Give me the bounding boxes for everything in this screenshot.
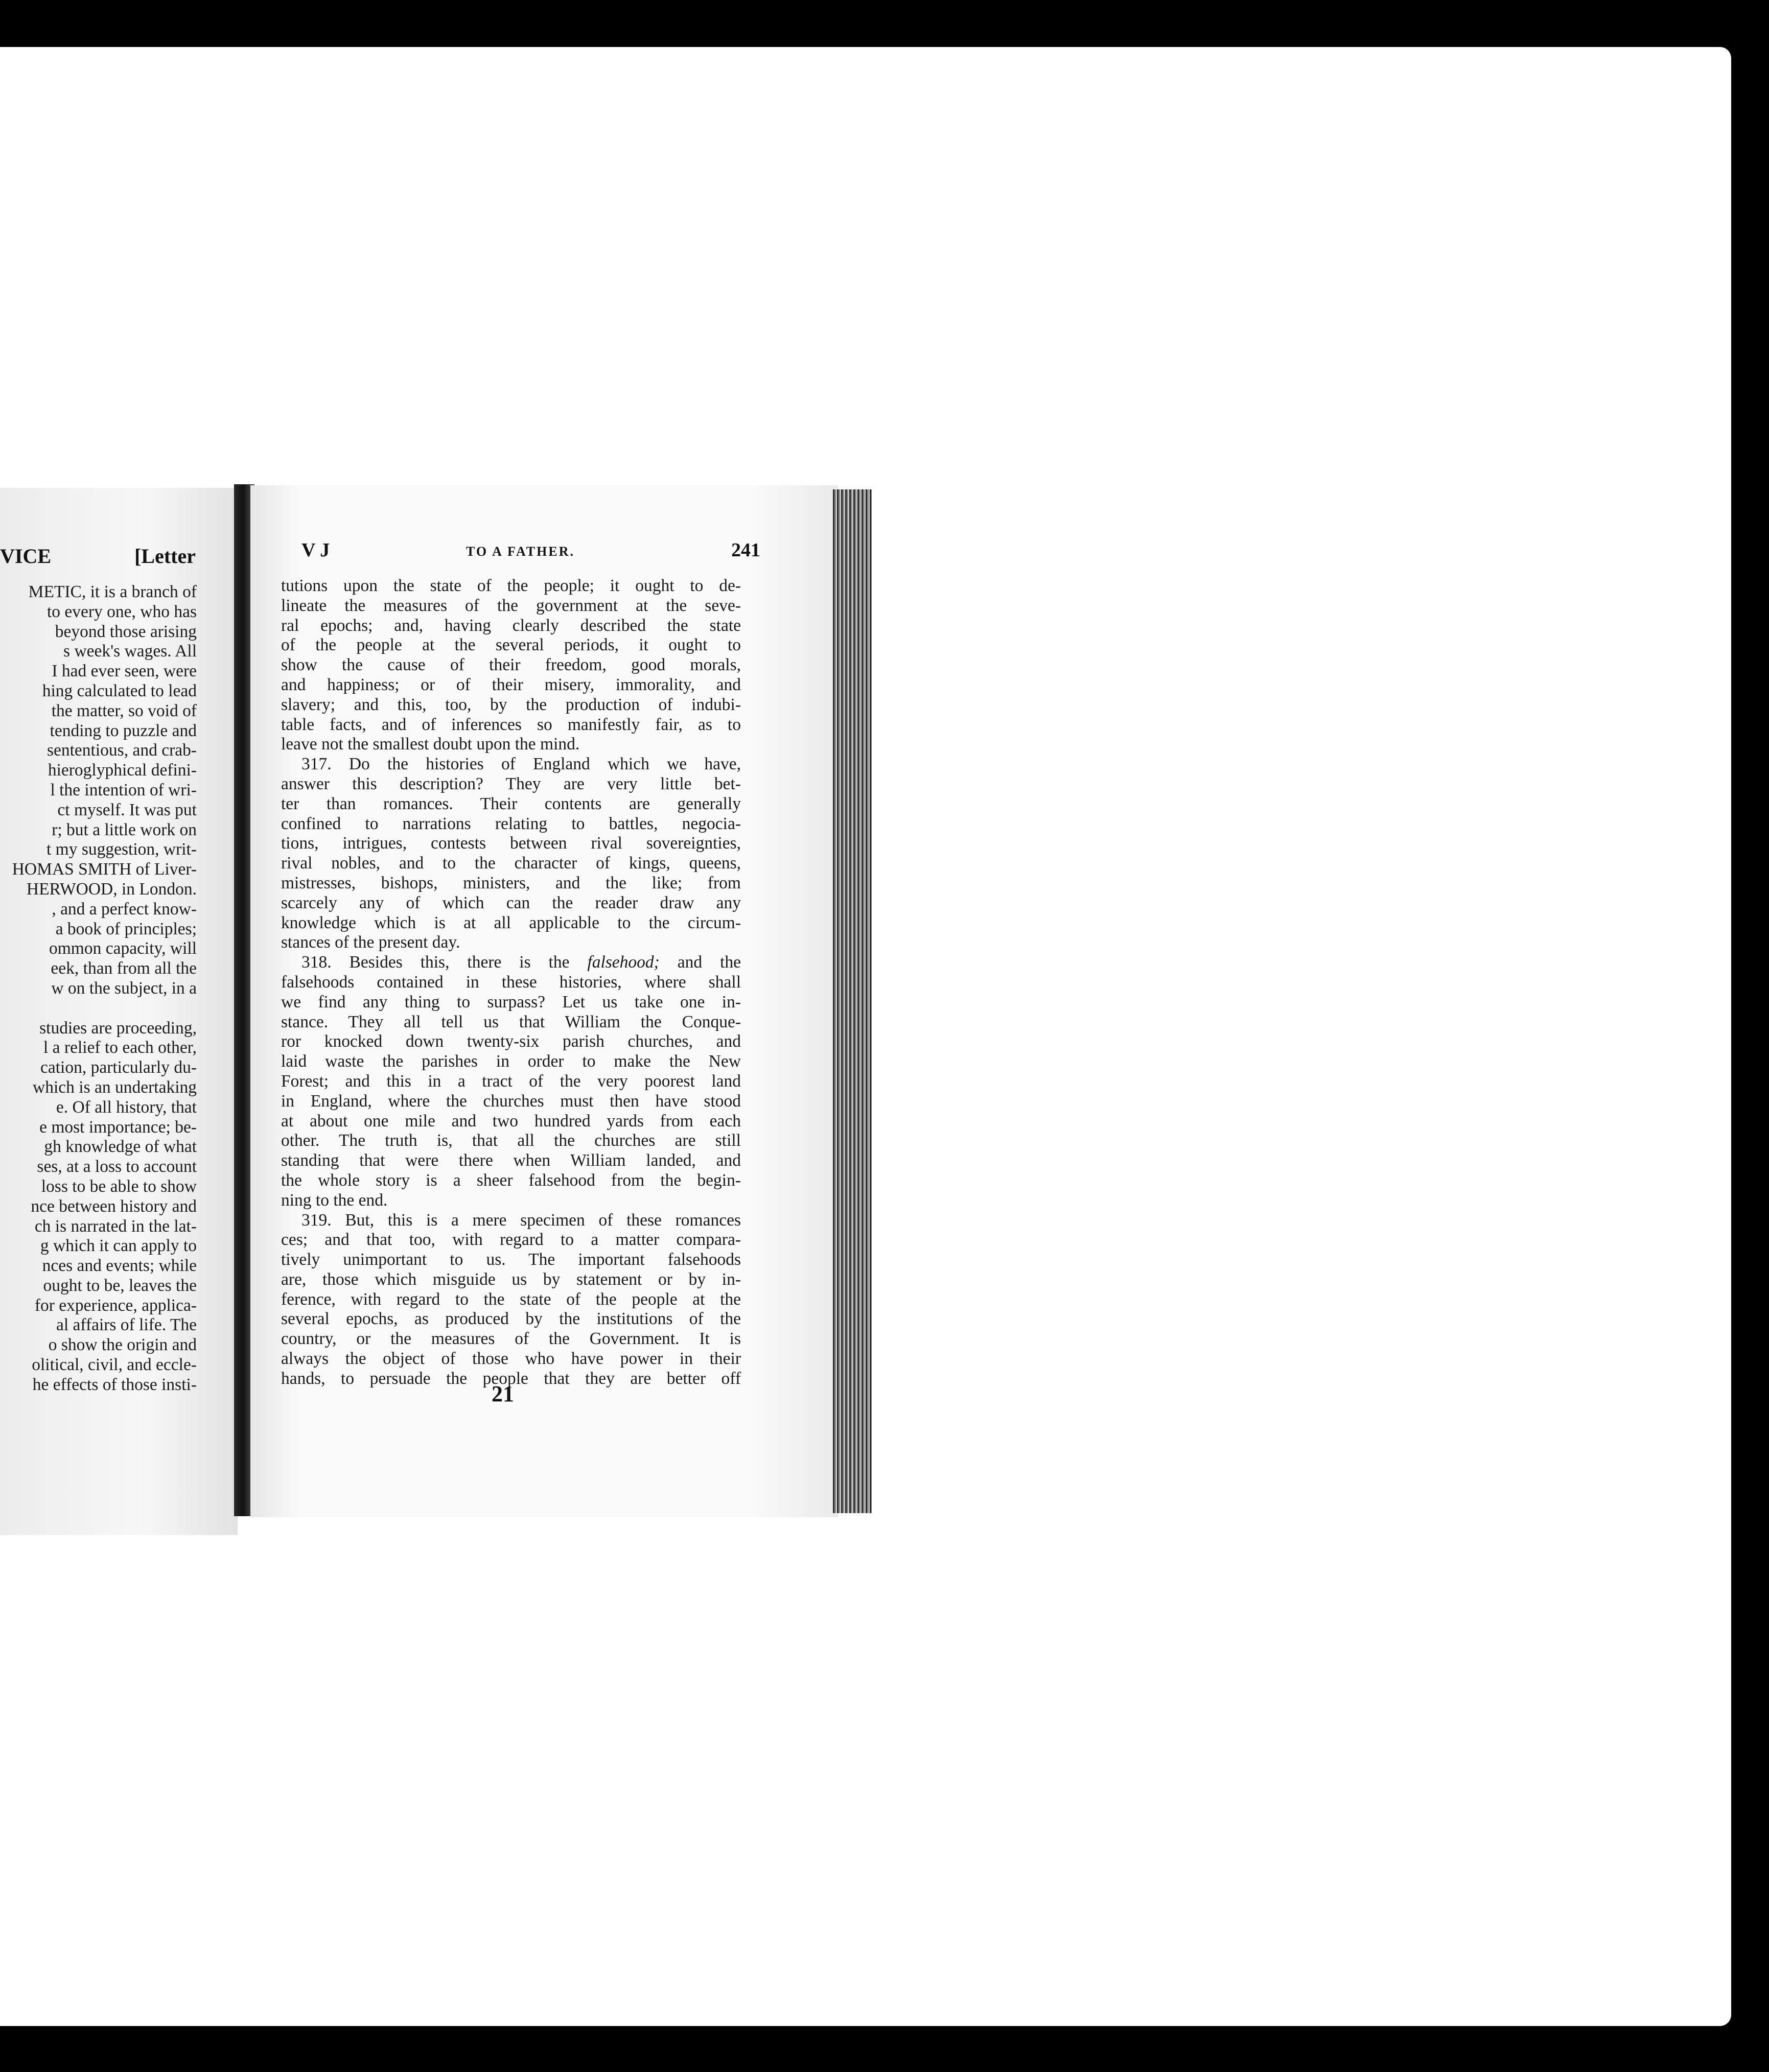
left-text-line: s week's wages. All [63, 642, 197, 661]
page-number: 241 [731, 539, 760, 561]
left-text-line: sententious, and crab- [46, 741, 197, 760]
text-line: we find any thing to surpass? Let us take one in- [281, 992, 741, 1011]
left-text-line: to every one, who has [46, 602, 197, 621]
page-body-text [281, 576, 741, 1389]
text-line: ral epochs; and, having clearly described the state [281, 616, 741, 635]
text-line: slavery; and this, too, by the production of indubi- [281, 695, 741, 714]
left-page-text [0, 582, 197, 1395]
text-line: standing that were there when William landed, and [281, 1151, 741, 1170]
text-line: 317. Do the histories of England which we have, [301, 755, 741, 774]
left-text-line: hing calculated to lead [42, 681, 197, 700]
signature-label: V J [301, 539, 330, 561]
left-text-line: for experience, applica- [34, 1296, 197, 1315]
text-line: ror knocked down twenty-six parish churches, and [281, 1032, 741, 1051]
italic-word: falsehood; [587, 953, 660, 972]
left-text-line: eek, than from all the [51, 959, 197, 978]
left-text-line: I had ever seen, were [52, 662, 197, 681]
text-line [281, 953, 741, 973]
running-title: TO A FATHER. [466, 544, 575, 559]
text-line: stances of the present day. [281, 933, 460, 952]
left-text-line: tending to puzzle and [50, 721, 197, 740]
text-line: laid waste the parishes in order to make the New [281, 1052, 741, 1071]
left-page [0, 488, 238, 1535]
left-text-line: ct myself. It was put [57, 800, 197, 819]
text-line: lineate the measures of the government at the seve- [281, 596, 741, 615]
text-line: confined to narrations relating to battles, negocia- [281, 814, 741, 833]
text-line: in England, where the churches must then have stood [281, 1091, 741, 1111]
left-text-line: a book of principles; [55, 919, 197, 938]
left-text-line: the matter, so void of [51, 701, 197, 720]
left-text-line: ought to be, leaves the [43, 1276, 197, 1295]
text-line: ter than romances. Their contents are generally [281, 794, 741, 813]
left-text-line: o show the origin and [48, 1335, 197, 1355]
text-line: mistresses, bishops, ministers, and the like; from [281, 873, 741, 892]
text-line: 319. But, this is a mere specimen of these romances [301, 1210, 741, 1230]
text-line: leave not the smallest doubt upon the mind. [281, 735, 580, 754]
left-text-line: ch is narrated in the lat- [34, 1216, 197, 1236]
left-text-line: r; but a little work on [52, 820, 197, 839]
left-text-line: METIC, it is a branch of [28, 582, 197, 601]
left-text-line: cation, particularly du- [40, 1058, 197, 1077]
text-line: hands, to persuade the people that they are better off [281, 1369, 741, 1388]
left-text-line: nces and events; while [42, 1256, 197, 1276]
left-text-line: beyond those arising [55, 622, 197, 641]
text-line: stance. They all tell us that William the Conque- [281, 1012, 741, 1031]
left-text-line: nce between history and [31, 1196, 197, 1216]
left-text-line: loss to be able to show [41, 1176, 197, 1196]
text-line: tions, intrigues, contests between rival sovereignties, [281, 834, 741, 853]
text-line: several epochs, as produced by the institutions of the [281, 1309, 741, 1329]
text-line: rival nobles, and to the character of kings, queens, [281, 854, 741, 873]
text-line: the whole story is a sheer falsehood from the begin- [281, 1170, 741, 1190]
left-text-line: l a relief to each other, [43, 1038, 197, 1057]
left-text-line: al affairs of life. The [56, 1315, 197, 1335]
text-line: Forest; and this in a tract of the very poorest land [281, 1071, 741, 1091]
text-line: of the people at the several periods, it ought to [281, 635, 741, 655]
left-text-line [0, 999, 197, 1019]
running-head [301, 539, 761, 570]
text-line: always the object of those who have power in their [281, 1349, 741, 1369]
left-text-line: ses, at a loss to account [37, 1157, 197, 1176]
text-line: ces; and that too, with regard to a matter compara- [281, 1230, 741, 1250]
left-text-line: g which it can apply to [40, 1236, 197, 1256]
text-line: answer this description? They are very little bet- [281, 774, 741, 793]
left-text-line: l the intention of wri- [50, 780, 197, 799]
left-text-line: HERWOOD, in London. [26, 879, 197, 899]
left-text-line: HOMAS SMITH of Liver- [12, 860, 197, 879]
left-text-line: , and a perfect know- [52, 899, 197, 919]
text-line: ference, with regard to the state of the people at the [281, 1289, 741, 1309]
left-text-line: he effects of those insti- [32, 1375, 197, 1394]
left-text-line: e most importance; be- [39, 1117, 197, 1137]
left-text-line: t my suggestion, writ- [46, 840, 197, 859]
left-letter-label: [Letter [134, 545, 196, 568]
left-text-line: w on the subject, in a [51, 978, 197, 998]
left-running-head: VICE [0, 545, 52, 568]
signature-mark: 21 [492, 1381, 514, 1406]
text-line: scarcely any of which can the reader draw any [281, 893, 741, 912]
left-text-line: which is an undertaking [33, 1077, 197, 1097]
left-text-line: e. Of all history, that [56, 1097, 197, 1117]
left-text-line: gh knowledge of what [44, 1137, 197, 1157]
text-line: tively unimportant to us. The important falsehoods [281, 1250, 741, 1269]
text-line: country, or the measures of the Government. It is [281, 1329, 741, 1349]
text-line: table facts, and of inferences so manifestly fair, as to [281, 715, 741, 734]
left-text-line: ommon capacity, will [49, 939, 197, 958]
text-line: tutions upon the state of the people; it ought to de- [281, 576, 741, 595]
text-line: and happiness; or of their misery, immorality, and [281, 675, 741, 694]
text-fragment: 318. Besides this, there is the [301, 953, 588, 972]
text-fragment: and the [659, 953, 741, 972]
left-text-line: olitical, civil, and eccle- [32, 1355, 197, 1375]
text-line: falsehoods contained in these histories, where shall [281, 972, 741, 992]
text-line: at about one mile and two hundred yards from each [281, 1111, 741, 1131]
text-line: are, those which misguide us by statement or by in- [281, 1269, 741, 1289]
left-page-header [0, 544, 238, 575]
text-line: other. The truth is, that all the churches are still [281, 1131, 741, 1150]
text-line: ning to the end. [281, 1190, 388, 1210]
right-page [250, 485, 838, 1517]
text-line: knowledge which is at all applicable to the circum- [281, 913, 741, 932]
text-line: show the cause of their freedom, good morals, [281, 655, 741, 675]
page-edges [833, 489, 872, 1513]
left-text-line: studies are proceeding, [39, 1018, 197, 1038]
left-text-line: hieroglyphical defini- [48, 761, 197, 780]
